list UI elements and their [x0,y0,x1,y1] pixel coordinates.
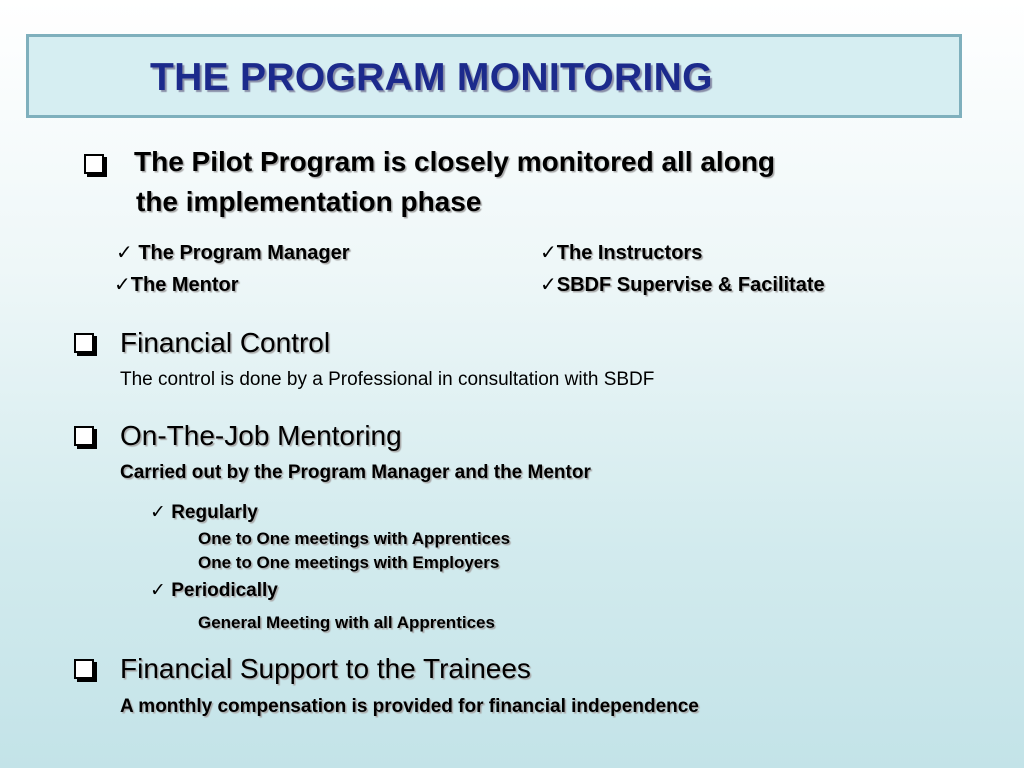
check-icon: ✓ [540,272,557,296]
square-bullet-icon [74,333,94,353]
item-label: Regularly [171,502,258,523]
financial-support-text: A monthly compensation is provided for financial independence [120,696,699,717]
square-bullet-icon [74,659,94,679]
pilot-item-program-manager [116,240,350,265]
item-label: The Mentor [130,274,239,296]
pilot-item-sbdf [540,272,825,297]
mentoring-regularly [150,501,258,524]
periodic-item: General Meeting with all Apprentices [198,613,495,632]
square-bullet-icon [74,426,94,446]
financial-control-text: The control is done by a Professional in consultation with SBDF [120,369,655,390]
item-label: The Program Manager [138,242,350,264]
item-label: The Instructors [556,242,703,264]
check-icon: ✓ [150,579,166,601]
pilot-line-2: the implementation phase [136,186,482,217]
check-icon: ✓ [116,240,133,264]
check-icon: ✓ [114,272,131,296]
item-label: Periodically [171,580,278,601]
regular-item: One to One meetings with Apprentices [198,529,511,548]
mentoring-periodically [150,579,278,602]
financial-support-heading: Financial Support to the Trainees [120,653,531,684]
check-icon: ✓ [150,501,166,523]
pilot-item-instructors [540,240,702,265]
item-label: SBDF Supervise & Facilitate [556,274,825,296]
mentoring-heading: On-The-Job Mentoring [120,420,402,451]
page-title: THE PROGRAM MONITORING [150,56,713,99]
check-icon: ✓ [540,240,557,264]
financial-control-heading: Financial Control [120,327,331,358]
pilot-line-1: The Pilot Program is closely monitored all along [134,146,776,177]
regular-item: One to One meetings with Employers [198,553,500,572]
square-bullet-icon [84,154,104,174]
mentoring-text: Carried out by the Program Manager and the Mentor [120,462,591,483]
pilot-item-mentor [114,272,239,297]
